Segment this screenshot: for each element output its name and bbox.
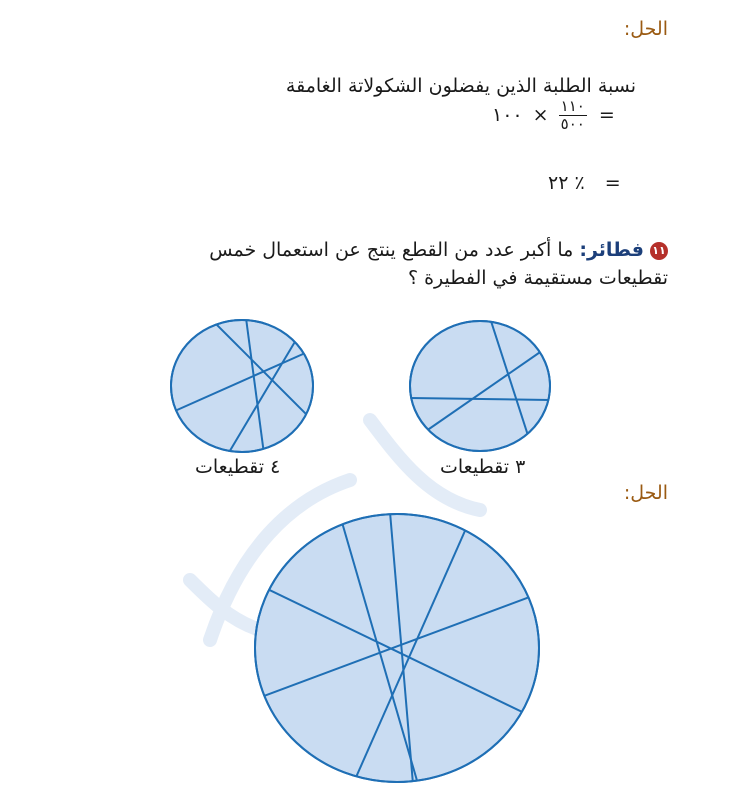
pie-shape [255,514,539,782]
equals-sign: = [598,104,615,126]
fraction-denominator: ٥٠٠ [560,115,585,133]
solution-label-2: الحل: [623,482,668,504]
solution-label: الحل: [623,18,668,40]
equals-sign-2: = [604,172,621,194]
question-keyword: فطائر: [579,239,644,261]
question-line-2: تقطيعات مستقيمة في الفطيرة ؟ [407,267,668,289]
multiplier: ١٠٠ [492,104,523,126]
question-line-1 [108,236,668,264]
question-text-1: ما أكبر عدد من القطع ينتج عن استعمال خمس [209,239,580,261]
caption-four-cuts: ٤ تقطيعات [195,456,281,478]
times-sign: × [532,104,549,126]
equation-line-2 [548,172,621,194]
fraction-numerator: ١١٠ [560,97,585,115]
caption-three-cuts: ٣ تقطيعات [440,456,526,478]
question-number-badge: ١١ [650,242,668,260]
ratio-description: نسبة الطلبة الذين يفضلون الشكولاتة الغامقة [285,75,636,97]
fraction [559,98,587,133]
pie-four-cuts [168,318,318,454]
pie-five-cuts [253,512,543,784]
result-value: ٢٢ ٪ [548,172,585,194]
question-block [108,236,668,292]
equation-line-1 [492,98,615,133]
pie-three-cuts [406,318,554,454]
